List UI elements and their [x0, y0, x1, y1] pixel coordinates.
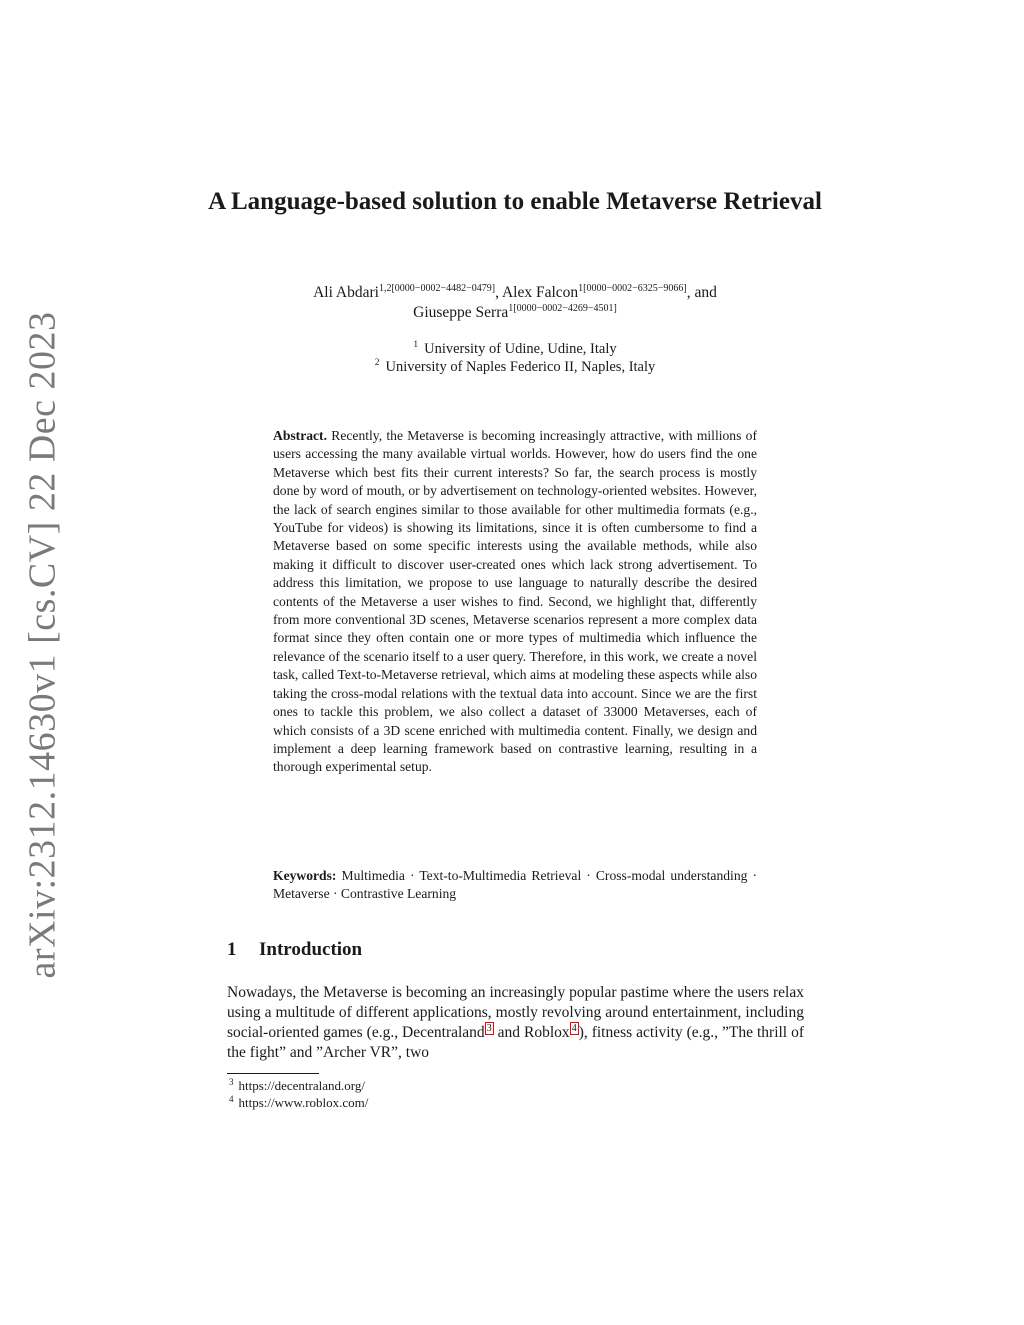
- affiliation: [200, 340, 830, 358]
- footnote-divider: [227, 1073, 319, 1074]
- abstract-label: Abstract.: [273, 428, 327, 443]
- intro-text: Nowadays, the Metaverse is becoming an increasingly popular pastime where the users relax using a multitude of different applications, mostly revolving around entertainment, including social-oriented games (e.g., Decentraland: [227, 984, 804, 1041]
- author-separator: ,: [495, 284, 502, 301]
- author-list: [200, 283, 830, 323]
- footnote-link[interactable]: 3: [486, 1023, 492, 1034]
- author-affil-orcid: 1[0000−0002−6325−9066]: [578, 283, 687, 294]
- affiliation-list: [200, 340, 830, 376]
- keywords-label: Keywords:: [273, 868, 337, 883]
- footnote-url[interactable]: https://decentraland.org/: [238, 1078, 365, 1093]
- footnote-number: 3: [229, 1077, 234, 1087]
- abstract-text: Recently, the Metaverse is becoming increasingly attractive, with millions of users accessing the many available virtual worlds. However, how do users find the one Metaverse which best fits their current interests? So far, the search process is mostly done by word of mouth, or by advertisement on technology-oriented websites. However, the lack of search engines similar to those available for other multimedia formats (e.g., YouTube for videos) is showing its limitations, since it is often cumbersome to find a Metaverse based on some specific interests using the available methods, while also making it difficult to discover user-created ones which lack strong advertisement. To address this limitation, we propose to use language to naturally describe the desired contents of the Metaverse a user wishes to find. Second, we highlight that, differently from more conventional 3D scenes, Metaverse scenarios represent a more complex data format since they often contain one or more types of multimedia which influence the relevance of the scenario itself to a user query. Therefore, in this work, we create a novel task, called Text-to-Metaverse retrieval, which aims at modeling these aspects while also taking the cross-modal relations with the textual data into account. Since we are the first ones to tackle this problem, we also collect a dataset of 33000 Metaverses, each of which consists of a 3D scene enriched with multimedia content. Finally, we design and implement a deep learning framework based on contrastive learning, resulting in a thorough experimental setup.: [273, 428, 758, 775]
- author-affil-orcid: 1,2[0000−0002−4482−0479]: [378, 283, 496, 294]
- affiliation: [200, 358, 830, 376]
- keywords: [273, 867, 757, 904]
- abstract: [273, 427, 757, 777]
- author-separator: , and: [686, 284, 717, 301]
- arxiv-identifier: [12, 311, 72, 979]
- affiliation-number: 2: [374, 358, 380, 368]
- footnote-url[interactable]: https://www.roblox.com/: [238, 1095, 369, 1110]
- footnote: [229, 1094, 368, 1111]
- section-title: Introduction: [259, 939, 363, 960]
- section-heading: [227, 938, 362, 962]
- footnote-link[interactable]: 4: [571, 1023, 577, 1034]
- affiliation-text: University of Naples Federico II, Naples, Italy: [385, 359, 656, 375]
- keywords-text: Multimedia · Text-to-Multimedia Retrieval · Cross-modal understanding · Metaverse · Contrastive Learning: [273, 868, 757, 902]
- author-affil-orcid: 1[0000−0002−4269−4501]: [508, 303, 617, 314]
- intro-text: and Roblox: [493, 1024, 570, 1041]
- paper-title: A Language-based solution to enable Metaverse Retrieval: [208, 188, 822, 215]
- author-name: Alex Falcon: [501, 284, 579, 301]
- affiliation-number: 1: [413, 340, 419, 350]
- intro-text: ), fitness activity (e.g., ”The thrill of the fight” and ”Archer VR”, two: [227, 1024, 805, 1061]
- arxiv-id-text: arXiv:2312.14630v1 [cs.CV] 22 Dec 2023: [21, 311, 64, 979]
- footnote-list: [229, 1077, 368, 1111]
- section-number: 1: [227, 939, 237, 960]
- affiliation-text: University of Udine, Udine, Italy: [424, 341, 617, 357]
- author-name: Ali Abdari: [313, 284, 379, 301]
- footnote: [229, 1077, 368, 1094]
- footnote-number: 4: [229, 1094, 234, 1104]
- author-name: Giuseppe Serra: [413, 304, 509, 321]
- intro-paragraph: [227, 983, 804, 1063]
